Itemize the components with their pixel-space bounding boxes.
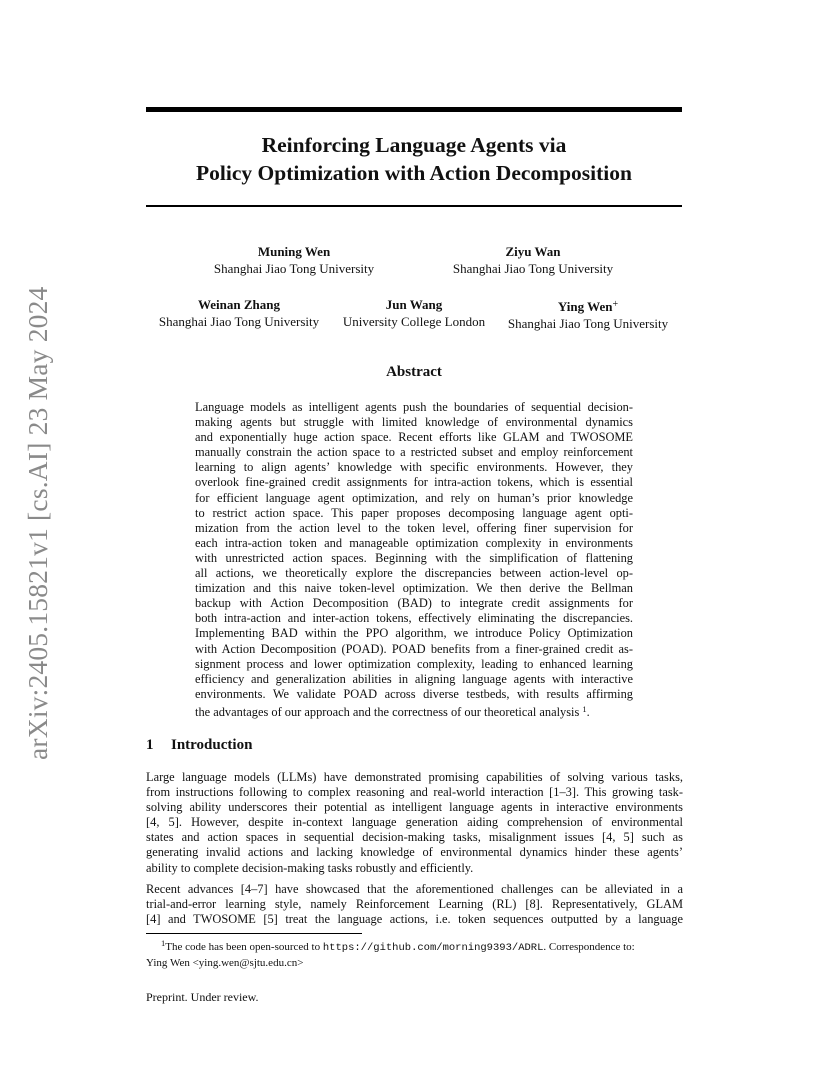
code-repository-link[interactable]: https://github.com/morning9393/ADRL [322,942,544,954]
author-affiliation: Shanghai Jiao Tong University [507,316,669,331]
footnote-rule [146,933,362,934]
title-bottom-rule [146,205,682,207]
paragraph-line: Large language models (LLMs) have demonstrated promising capabilities of solving various tasks, [146,770,683,784]
abstract-line: with Action Decomposition (POAD). POAD benefits from a finer-grained credit as- [195,641,633,656]
author-affiliation: Shanghai Jiao Tong University [213,261,375,276]
author-block-jun-wang [339,296,489,330]
paper-title-line-1: Reinforcing Language Agents via [261,133,567,157]
author-name: Ziyu Wan [505,244,561,259]
author-affiliation: Shanghai Jiao Tong University [452,261,614,276]
paper-title [146,131,682,187]
abstract-line: environments. We validate POAD across diverse testbeds, with results affirming [195,686,633,701]
author-name: Weinan Zhang [197,297,280,312]
author-name: Muning Wen [257,244,331,259]
abstract-line: and exponentially huge action space. Recent efforts like GLAM and TWOSOME [195,430,633,445]
abstract-line: all actions, we theoretically explore the discrepancies between action-level op- [195,566,633,581]
abstract-line: Implementing BAD within the PPO algorithm, we introduce Policy Optimization [195,626,633,641]
section-title: Introduction [171,737,253,753]
abstract-line: making agents but struggle with limited knowledge of environmental dynamics [195,415,633,430]
paragraph-line: trial-and-error learning style, namely Reinforcement Learning (RL) [8]. Representatively, GLAM [146,897,683,912]
footnote-line-2: Ying Wen <ying.wen@sjtu.edu.cn> [146,956,304,969]
abstract-line: with unrestricted action spaces. Beginning with the simplification of flattening [195,550,633,565]
paragraph-line: generating invalid actions and lacking knowledge of environmental dynamics hinder these agents’ [146,845,683,860]
abstract-line: each intra-action token and manageable optimization complexity in environments [195,535,633,550]
author-block-weinan-zhang [155,296,323,330]
intro-paragraph-1 [146,770,683,876]
intro-paragraph-2 [146,882,683,927]
author-block-ziyu-wan [449,243,617,277]
paragraph-line: [4] and TWOSOME [5] treat the language actions, i.e. token sequences outputted by a language [146,912,683,927]
author-name: Ying Wen+ [557,299,619,314]
abstract-line: to restrict action space. This paper proposes decomposing language agent opti- [195,505,633,520]
abstract-line: backup with Action Decomposition (BAD) to integrate credit assignments for [195,596,633,611]
abstract-line: overlook fine-grained credit assignments for intra-action tokens, which is essential [195,475,633,490]
paragraph-line: states and action spaces in sequential decision-making tasks, misalignment issues [4, 5] such as [146,830,683,845]
paragraph-line: solving ability underscores their potential as intelligent language agents in interactive environments [146,800,683,815]
abstract-line: efficiency and generalization abilities in aligning language agents with interactive [195,671,633,686]
corresponding-author-mark: + [612,299,619,310]
paragraph-line: ability to complete decision-making tasks robustly and efficiently. [146,860,474,875]
author-block-muning-wen [210,243,378,277]
abstract-line: manually constrain the action space to a restricted subset and employ reinforcement [195,445,633,460]
author-name: Jun Wang [385,297,443,312]
abstract-last-line: the advantages of our approach and the correctness of our theoretical analysis $^1$. [195,703,590,719]
paragraph-line: from instructions following to complex reasoning and real-world interaction [1–3]. This growing task- [146,785,683,800]
paper-title-line-2: Policy Optimization with Action Decomposition [196,161,632,185]
author-affiliation: Shanghai Jiao Tong University [158,314,320,329]
section-number: 1 [146,737,154,753]
footnote-reference[interactable]: 1 [582,703,587,714]
abstract-line: mization from the action level to the token level, offering finer supervision for [195,520,633,535]
preprint-note: Preprint. Under review. [146,990,259,1004]
title-top-rule [146,107,682,112]
section-heading-introduction [146,737,252,754]
abstract-line: timization and this naive token-level optimization. We then derive the Bellman [195,581,633,596]
author-affiliation: University College London [342,314,486,329]
footnote-line-1: $^1$The code has been open-sourced to https://github.com/morning9393/ADRL. Correspondence to: [161,938,635,954]
abstract-heading: Abstract [386,364,442,380]
abstract-line: for efficient language agent optimization, and rely on human’s prior knowledge [195,490,633,505]
paragraph-line: Recent advances [4–7] have showcased that the aforementioned challenges can be alleviated in a [146,882,683,896]
abstract-line: both intra-action and inter-action tokens, effectively eliminating the discrepancies. [195,611,633,626]
abstract-body [195,400,633,720]
abstract-line: learning to align agents’ knowledge with specific environments. However, they [195,460,633,475]
arxiv-identifier-stamp[interactable]: arXiv:2405.15821v1 [cs.AI] 23 May 2024 [22,286,53,760]
footnote-number: 1 [161,938,166,948]
paragraph-line: [4, 5]. However, despite in-context language generation aiding comprehension of environmental [146,815,683,830]
author-block-ying-wen [503,296,673,332]
abstract-line: Language models as intelligent agents push the boundaries of sequential decision- [195,400,633,414]
footnote [146,936,683,970]
abstract-line: signment process and lower optimization complexity, leading to enhanced learning [195,656,633,671]
